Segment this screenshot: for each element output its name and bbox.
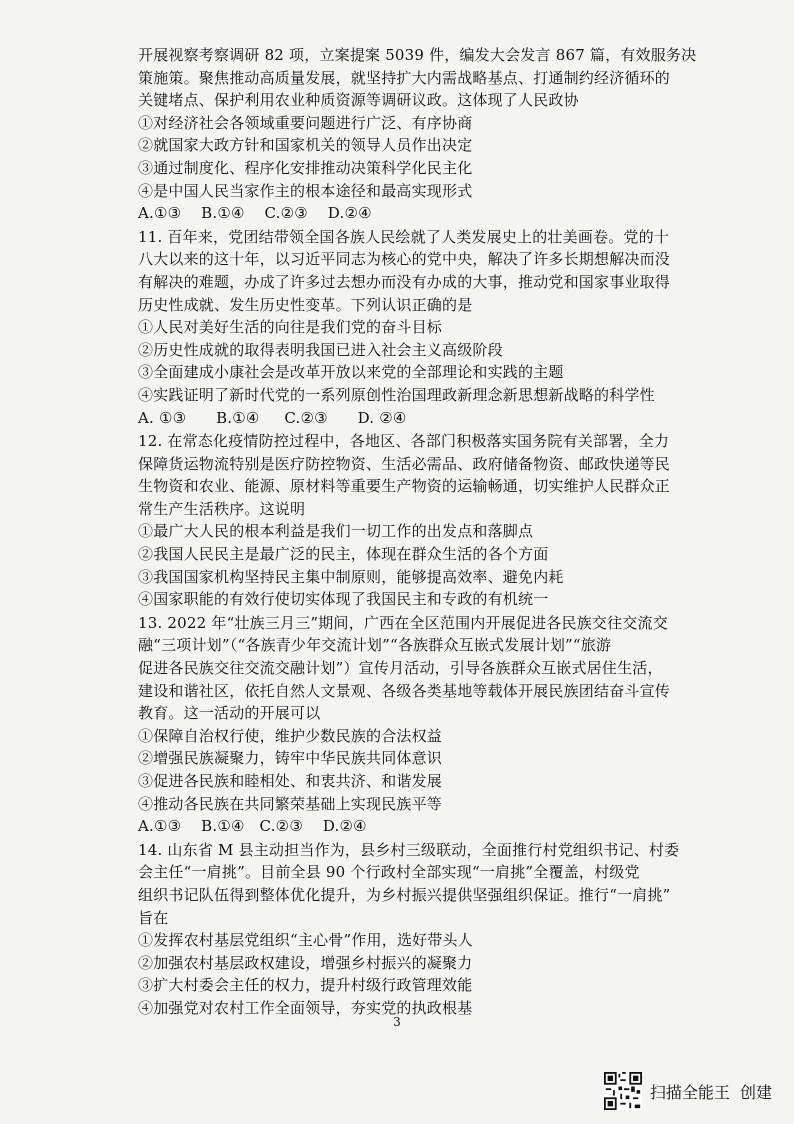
text-line: 有解决的难题，办成了许多过去想办而没有办成的大事，推动党和国家事业取得 bbox=[138, 272, 671, 291]
option-line: ②历史性成就的取得表明我国已进入社会主义高级阶段 bbox=[138, 340, 503, 359]
text-line: 旨在 bbox=[138, 908, 169, 927]
option-line: ④国家职能的有效行使切实体现了我国民主和专政的有机统一 bbox=[138, 590, 549, 609]
text-line: 12. 在常态化疫情防控过程中，各地区、各部门积极落实国务院有关部署，全力 bbox=[138, 432, 670, 451]
option-line: ②就国家大政方针和国家机关的领导人员作出决定 bbox=[138, 136, 473, 155]
text-line: 建设和谐社区，依托自然人文景观、各级各类基地等载体开展民族团结奋斗宣传 bbox=[138, 681, 671, 700]
text-line: 历史性成就、发生历史性变革。下列认识正确的是 bbox=[138, 295, 473, 314]
answer-choices: A.①③ B.①④ C.②③ D.②④ bbox=[138, 204, 372, 223]
question-content bbox=[138, 44, 728, 1020]
option-line: ①发挥农村基层党组织“主心骨”作用，选好带头人 bbox=[138, 931, 473, 950]
option-line: ③全面建成小康社会是改革开放以来党的全部理论和实践的主题 bbox=[138, 363, 564, 382]
q10-stem-tail bbox=[138, 44, 728, 112]
text-line: 11. 百年来，党团结带领全国各族人民绘就了人类发展史上的壮美画卷。党的十 bbox=[138, 227, 670, 246]
text-line: 组织书记队伍得到整体优化提升，为乡村振兴提供坚强组织保证。推行“一肩挑” bbox=[138, 885, 671, 904]
text-line: 策施策。聚焦推动高质量发展，就坚持扩大内需战略基点、打通制约经济循环的 bbox=[138, 68, 671, 87]
answer-choices: A. ①③ B.①④ C.②③ D. ②④ bbox=[138, 408, 407, 427]
option-line: ③我国国家机构坚持民主集中制原则，能够提高效率、避免内耗 bbox=[138, 567, 564, 586]
text-line: 会主任“一肩挑”。目前全县 90 个行政村全部实现“一肩挑”全覆盖，村级党 bbox=[138, 863, 640, 882]
qr-code-icon bbox=[604, 1072, 642, 1110]
scanner-label: 扫描全能王 创建 bbox=[649, 1082, 772, 1102]
option-line: ②增强民族凝聚力，铸牢中华民族共同体意识 bbox=[138, 749, 443, 768]
text-line: 14. 山东省 M 县主动担当作为，县乡村三级联动，全面推行村党组织书记、村委 bbox=[138, 840, 680, 859]
page-number: 3 bbox=[393, 1015, 401, 1029]
option-line: ④加强党对农村工作全面领导，夯实党的执政根基 bbox=[138, 998, 473, 1017]
text-line: 保障货运物流特别是医疗防控物资、生活必需品、政府储备物资、邮政快递等民 bbox=[138, 454, 671, 473]
option-line: ④实践证明了新时代党的一系列原创性治国理政新理念新思想新战略的科学性 bbox=[138, 385, 655, 404]
text-line: 关键堵点、保护利用农业种质资源等调研议政。这体现了人民政协 bbox=[138, 91, 579, 110]
option-line: ②加强农村基层政权建设，增强乡村振兴的凝聚力 bbox=[138, 953, 473, 972]
text-line: 常生产生活秩序。这说明 bbox=[138, 499, 306, 518]
text-line: 融“三项计划”（“各族青少年交流计划”“各族群众互嵌式发展计划”“旅游 bbox=[138, 636, 612, 655]
question-14 bbox=[138, 839, 728, 1020]
option-line: ④是中国人民当家作主的根本途径和最高实现形式 bbox=[138, 181, 473, 200]
text-line: 13. 2022 年“壮族三月三”期间，广西在全区范围内开展促进各民族交往交流交 bbox=[138, 613, 668, 632]
option-line: ③通过制度化、程序化安排推动决策科学化民主化 bbox=[138, 158, 473, 177]
option-line: ①人民对美好生活的向往是我们党的奋斗目标 bbox=[138, 318, 443, 337]
question-11 bbox=[138, 226, 728, 429]
text-line: 生物资和农业、能源、原材料等重要生产物资的运输畅通，切实维护人民群众正 bbox=[138, 477, 671, 496]
text-line: 促进各民族交往交流交融计划”）宣传月活动，引导各族群众互嵌式居住生活， bbox=[138, 659, 663, 678]
scanner-watermark bbox=[604, 1072, 772, 1110]
question-12 bbox=[138, 430, 728, 611]
option-line: ①最广大人民的根本利益是我们一切工作的出发点和落脚点 bbox=[138, 522, 534, 541]
option-line: ④推动各民族在共同繁荣基础上实现民族平等 bbox=[138, 794, 443, 813]
option-line: ③扩大村委会主任的权力，提升村级行政管理效能 bbox=[138, 976, 473, 995]
option-line: ①对经济社会各领域重要问题进行广泛、有序协商 bbox=[138, 113, 473, 132]
option-line: ③促进各民族和睦相处、和衷共济、和谐发展 bbox=[138, 772, 443, 790]
text-line: 开展视察考察调研 82 项，立案提案 5039 件，编发大会发言 867 篇，有效服务决 bbox=[138, 46, 697, 64]
option-line: ②我国人民民主是最广泛的民主，体现在群众生活的各个方面 bbox=[138, 545, 549, 564]
text-line: 八大以来的这十年，以习近平同志为核心的党中央，解决了许多长期想解决而没 bbox=[138, 250, 671, 269]
q10-options bbox=[138, 112, 728, 225]
option-line: ①保障自治权行使，维护少数民族的合法权益 bbox=[138, 726, 443, 745]
text-line: 教育。这一活动的开展可以 bbox=[138, 704, 321, 723]
answer-choices: A.①③ B.①④ C.②③ D.②④ bbox=[138, 817, 367, 836]
question-13 bbox=[138, 612, 728, 838]
